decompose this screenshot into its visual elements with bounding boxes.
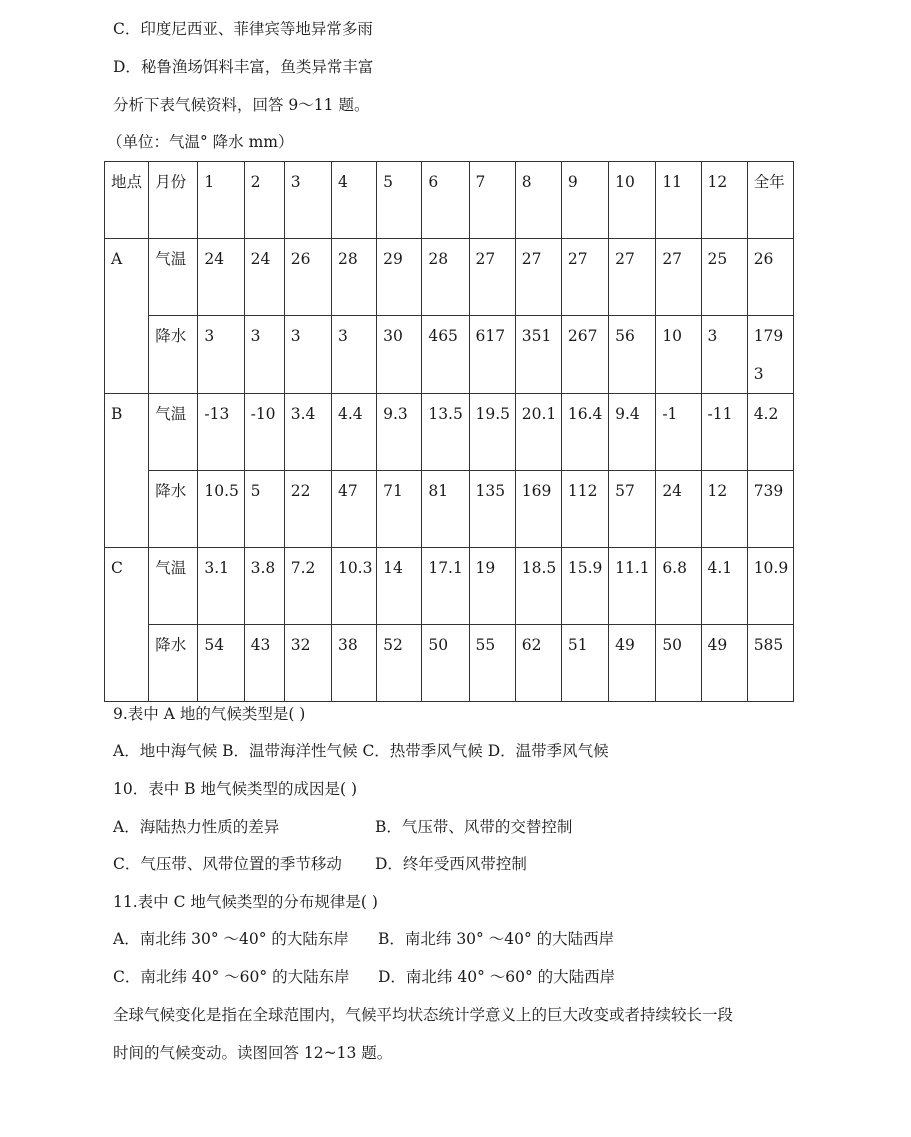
value-cell: 4.2 [747, 394, 793, 471]
value-cell: 51 [561, 625, 608, 702]
header-month-cell: 月份 [149, 162, 198, 239]
value-cell: 3.8 [244, 548, 284, 625]
table-header-row [105, 162, 794, 239]
item-cell: 气温 [149, 394, 198, 471]
value-cell: 50 [656, 625, 701, 702]
value-cell: 27 [515, 239, 561, 316]
header-month-9: 9 [561, 162, 608, 239]
value-cell: 10.3 [331, 548, 376, 625]
value-cell: 55 [469, 625, 515, 702]
q9-options: A．地中海气候 B．温带海洋性气候 C．热带季风气候 D．温带季风气候 [113, 742, 609, 760]
table-row [105, 471, 794, 548]
value-cell: 27 [561, 239, 608, 316]
q11-stem: 11.表中 C 地气候类型的分布规律是( ) [113, 893, 378, 911]
value-cell: 9.4 [609, 394, 656, 471]
value-cell: 3 [244, 316, 284, 394]
value-cell: 16.4 [561, 394, 608, 471]
header-month-6: 6 [422, 162, 469, 239]
q10-stem: 10．表中 B 地气候类型的成因是( ) [113, 780, 357, 798]
item-cell: 气温 [149, 548, 198, 625]
value-cell: 13.5 [422, 394, 469, 471]
value-cell: 29 [377, 239, 422, 316]
item-cell: 降水 [149, 316, 198, 394]
q10-option-a: A．海陆热力性质的差异 [113, 818, 280, 836]
header-month-12: 12 [701, 162, 747, 239]
header-month-2: 2 [244, 162, 284, 239]
value-cell: -13 [198, 394, 244, 471]
value-cell: 11.1 [609, 548, 656, 625]
option-d-prev: D．秘鲁渔场饵料丰富，鱼类异常丰富 [113, 58, 374, 76]
header-month-3: 3 [284, 162, 331, 239]
value-cell: 4.4 [331, 394, 376, 471]
value-cell: 18.5 [515, 548, 561, 625]
value-cell: 50 [422, 625, 469, 702]
table-row [105, 316, 794, 394]
value-cell: 12 [701, 471, 747, 548]
item-cell: 气温 [149, 239, 198, 316]
value-cell: 24 [656, 471, 701, 548]
q11-option-a: A．南北纬 30° ～40° 的大陆东岸 [113, 930, 349, 948]
value-cell: 9.3 [377, 394, 422, 471]
value-cell: 54 [198, 625, 244, 702]
header-month-1: 1 [198, 162, 244, 239]
value-cell: 169 [515, 471, 561, 548]
value-cell: 15.9 [561, 548, 608, 625]
value-cell: 71 [377, 471, 422, 548]
value-cell: 26 [747, 239, 793, 316]
value-cell: 3 [284, 316, 331, 394]
q11-option-b: B．南北纬 30° ～40° 的大陆西岸 [378, 930, 615, 948]
value-cell: 19 [469, 548, 515, 625]
value-cell: 28 [331, 239, 376, 316]
table-row [105, 239, 794, 316]
value-cell: 14 [377, 548, 422, 625]
item-cell: 降水 [149, 471, 198, 548]
value-cell: 617 [469, 316, 515, 394]
item-cell: 降水 [149, 625, 198, 702]
value-cell: 56 [609, 316, 656, 394]
closing-line-1: 全球气候变化是指在全球范围内，气候平均状态统计学意义上的巨大改变或者持续较长一段 [113, 1006, 734, 1024]
value-cell: 739 [747, 471, 793, 548]
value-cell: 19.5 [469, 394, 515, 471]
value-cell: 62 [515, 625, 561, 702]
header-place-cell: 地点 [105, 162, 149, 239]
option-c-prev: C．印度尼西亚、菲律宾等地异常多雨 [113, 20, 373, 38]
unit-note: （单位：气温° 降水 mm） [107, 133, 294, 151]
intro-text: 分析下表气候资料，回答 9～11 题。 [113, 96, 370, 114]
value-cell: 10.5 [198, 471, 244, 548]
value-cell: 57 [609, 471, 656, 548]
q10-option-c: C．气压带、风带位置的季节移动 [113, 855, 342, 873]
value-cell: 351 [515, 316, 561, 394]
table-row [105, 625, 794, 702]
header-month-7: 7 [469, 162, 515, 239]
header-month-13: 全年 [747, 162, 793, 239]
value-cell: 47 [331, 471, 376, 548]
value-cell: 49 [701, 625, 747, 702]
value-cell: 3 [331, 316, 376, 394]
q11-option-c: C．南北纬 40° ～60° 的大陆东岸 [113, 968, 350, 986]
place-cell: A [105, 239, 149, 394]
value-cell: 3 [701, 316, 747, 394]
climate-table [104, 161, 794, 702]
value-cell: 465 [422, 316, 469, 394]
value-cell: 267 [561, 316, 608, 394]
value-cell: 52 [377, 625, 422, 702]
value-cell: 28 [422, 239, 469, 316]
header-month-4: 4 [331, 162, 376, 239]
value-cell: 4.1 [701, 548, 747, 625]
value-cell: 27 [469, 239, 515, 316]
value-cell: 20.1 [515, 394, 561, 471]
closing-line-2: 时间的气候变动。读图回答 12~13 题。 [113, 1044, 393, 1062]
value-cell: 24 [198, 239, 244, 316]
q10-option-d: D．终年受西风带控制 [375, 855, 527, 873]
value-cell: 30 [377, 316, 422, 394]
value-cell: 26 [284, 239, 331, 316]
value-cell: 24 [244, 239, 284, 316]
value-cell: 7.2 [284, 548, 331, 625]
value-cell: 112 [561, 471, 608, 548]
q9-stem: 9.表中 A 地的气候类型是( ) [113, 705, 306, 723]
value-cell: 3.4 [284, 394, 331, 471]
value-cell: -1 [656, 394, 701, 471]
value-cell: 27 [656, 239, 701, 316]
value-cell: -10 [244, 394, 284, 471]
value-cell: 3.1 [198, 548, 244, 625]
value-cell: -11 [701, 394, 747, 471]
value-cell: 10.9 [747, 548, 793, 625]
value-cell: 27 [609, 239, 656, 316]
value-cell: 3 [198, 316, 244, 394]
value-cell: 6.8 [656, 548, 701, 625]
value-cell: 22 [284, 471, 331, 548]
q11-option-d: D．南北纬 40° ～60° 的大陆西岸 [378, 968, 616, 986]
value-cell: 25 [701, 239, 747, 316]
value-cell: 81 [422, 471, 469, 548]
value-cell: 17.1 [422, 548, 469, 625]
q10-option-b: B．气压带、风带的交替控制 [375, 818, 573, 836]
header-month-11: 11 [656, 162, 701, 239]
value-cell: 49 [609, 625, 656, 702]
value-cell: 43 [244, 625, 284, 702]
value-cell: 10 [656, 316, 701, 394]
header-month-10: 10 [609, 162, 656, 239]
value-cell: 1793 [747, 316, 793, 394]
value-cell: 32 [284, 625, 331, 702]
value-cell: 5 [244, 471, 284, 548]
place-cell: C [105, 548, 149, 702]
header-month-5: 5 [377, 162, 422, 239]
value-cell: 135 [469, 471, 515, 548]
table-row [105, 548, 794, 625]
table-row [105, 394, 794, 471]
place-cell: B [105, 394, 149, 548]
value-cell: 585 [747, 625, 793, 702]
value-cell: 38 [331, 625, 376, 702]
header-month-8: 8 [515, 162, 561, 239]
